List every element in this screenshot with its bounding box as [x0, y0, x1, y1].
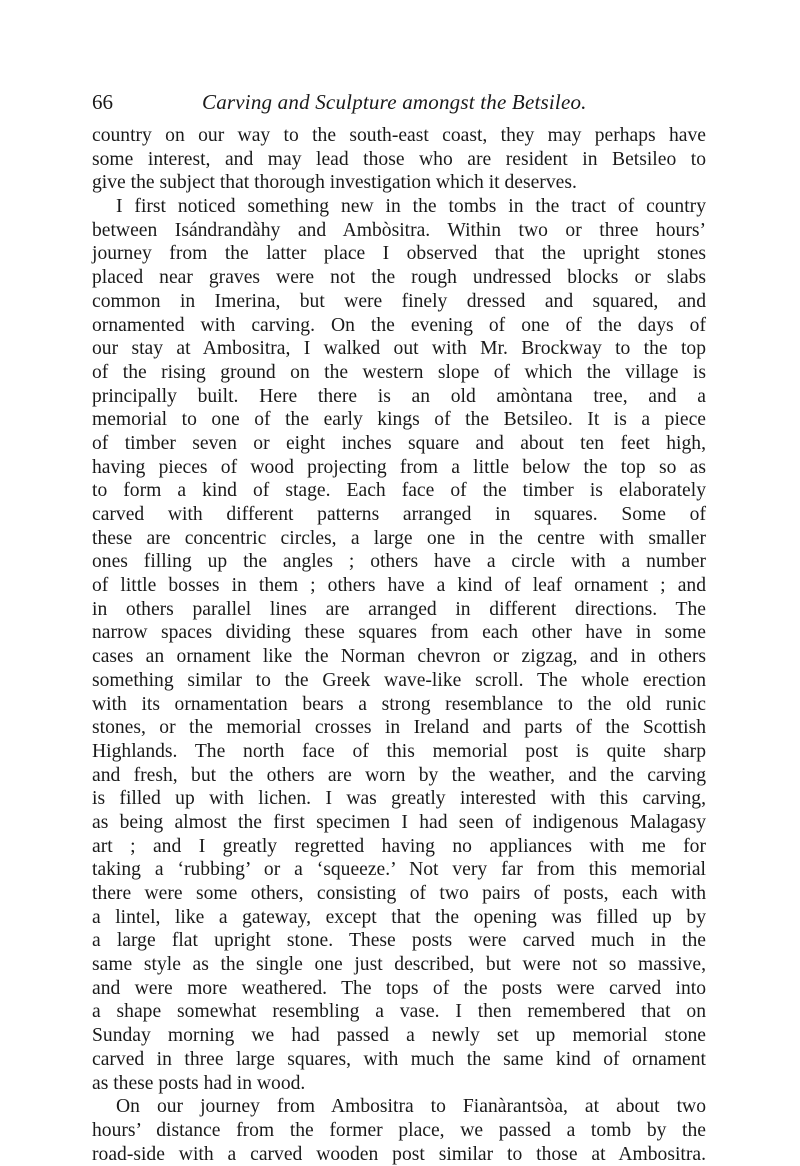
text-line: between Isándrandàhy and Ambòsitra. Within two or three hours’ — [92, 219, 706, 241]
text-line: I first noticed something new in the tombs in the tract of country — [116, 196, 706, 218]
text-line: country on our way to the south-east coast, they may perhaps have — [92, 125, 706, 146]
text-line: Sunday morning we had passed a newly set up memorial stone — [92, 1025, 706, 1047]
text-line: road-side with a carved wooden post similar to those at Ambositra. — [92, 1143, 706, 1165]
text-line: our stay at Ambositra, I walked out with Mr. Brockway to the top — [92, 338, 706, 360]
paragraph-1 — [92, 124, 706, 195]
text-line: art ; and I greatly regretted having no appliances with me for — [92, 835, 706, 857]
page-number: 66 — [92, 90, 113, 114]
text-line: memorial to one of the early kings of the Betsileo. It is a piece — [92, 409, 706, 431]
text-line: of little bosses in them ; others have a kind of leaf ornament ; and — [92, 575, 706, 597]
text-line: same style as the single one just described, but were not so massive, — [92, 954, 706, 976]
page-header — [92, 90, 706, 118]
text-line: in others parallel lines are arranged in different directions. The — [92, 598, 706, 620]
text-line: placed near graves were not the rough undressed blocks or slabs — [92, 267, 706, 289]
running-title: Carving and Sculpture amongst the Betsileo. — [202, 90, 587, 114]
text-line: of timber seven or eight inches square and about ten feet high, — [92, 432, 706, 454]
text-line: On our journey from Ambositra to Fianàrantsòa, at about two — [116, 1096, 706, 1118]
text-line: hours’ distance from the former place, we passed a tomb by the — [92, 1119, 706, 1141]
text-line: these are concentric circles, a large one in the centre with smaller — [92, 527, 706, 549]
text-line: Highlands. The north face of this memorial post is quite sharp — [92, 740, 706, 762]
paragraph-2 — [92, 195, 706, 1095]
text-line: a large flat upright stone. These posts were carved much in the — [92, 930, 706, 952]
text-line: a shape somewhat resembling a vase. I then remembered that on — [92, 1001, 706, 1023]
text-line: and were more weathered. The tops of the posts were carved into — [92, 977, 706, 999]
text-line: common in Imerina, but were finely dressed and squared, and — [92, 290, 706, 312]
text-line: stones, or the memorial crosses in Ireland and parts of the Scottish — [92, 717, 706, 739]
body-text — [92, 124, 706, 1166]
text-line: there were some others, consisting of two pairs of posts, each with — [92, 883, 706, 904]
text-line: narrow spaces dividing these squares from each other have in some — [92, 622, 706, 644]
text-line: ornamented with carving. On the evening of one of the days of — [92, 314, 706, 336]
text-line: and fresh, but the others are worn by the weather, and the carving — [92, 764, 706, 786]
text-line: some interest, and may lead those who are resident in Betsileo to — [92, 148, 706, 170]
text-line: as these posts had in wood. — [92, 1072, 306, 1094]
text-line: journey from the latter place I observed that the upright stones — [92, 243, 706, 265]
paragraph-3 — [92, 1095, 706, 1166]
text-line: to form a kind of stage. Each face of the timber is elaborately — [92, 480, 706, 502]
text-line: taking a ‘rubbing’ or a ‘squeeze.’ Not very far from this memorial — [92, 859, 706, 881]
text-line: ones filling up the angles ; others have a circle with a number — [92, 551, 706, 573]
text-line: carved in three large squares, with much the same kind of ornament — [92, 1048, 706, 1070]
text-line: carved with different patterns arranged in squares. Some of — [92, 504, 706, 525]
text-line: give the subject that thorough investigation which it deserves. — [92, 172, 577, 194]
text-line: of the rising ground on the western slope of which the village is — [92, 361, 706, 383]
text-line: a lintel, like a gateway, except that the opening was filled up by — [92, 906, 706, 928]
text-line: having pieces of wood projecting from a little below the top so as — [92, 456, 706, 478]
text-line: is filled up with lichen. I was greatly interested with this carving, — [92, 788, 706, 810]
text-line: principally built. Here there is an old amòntana tree, and a — [92, 385, 706, 407]
text-line: as being almost the first specimen I had seen of indigenous Malagasy — [92, 811, 706, 833]
text-line: cases an ornament like the Norman chevron or zigzag, and in others — [92, 646, 706, 668]
text-line: something similar to the Greek wave-like scroll. The whole erection — [92, 669, 706, 691]
text-line: with its ornamentation bears a strong resemblance to the old runic — [92, 693, 706, 715]
